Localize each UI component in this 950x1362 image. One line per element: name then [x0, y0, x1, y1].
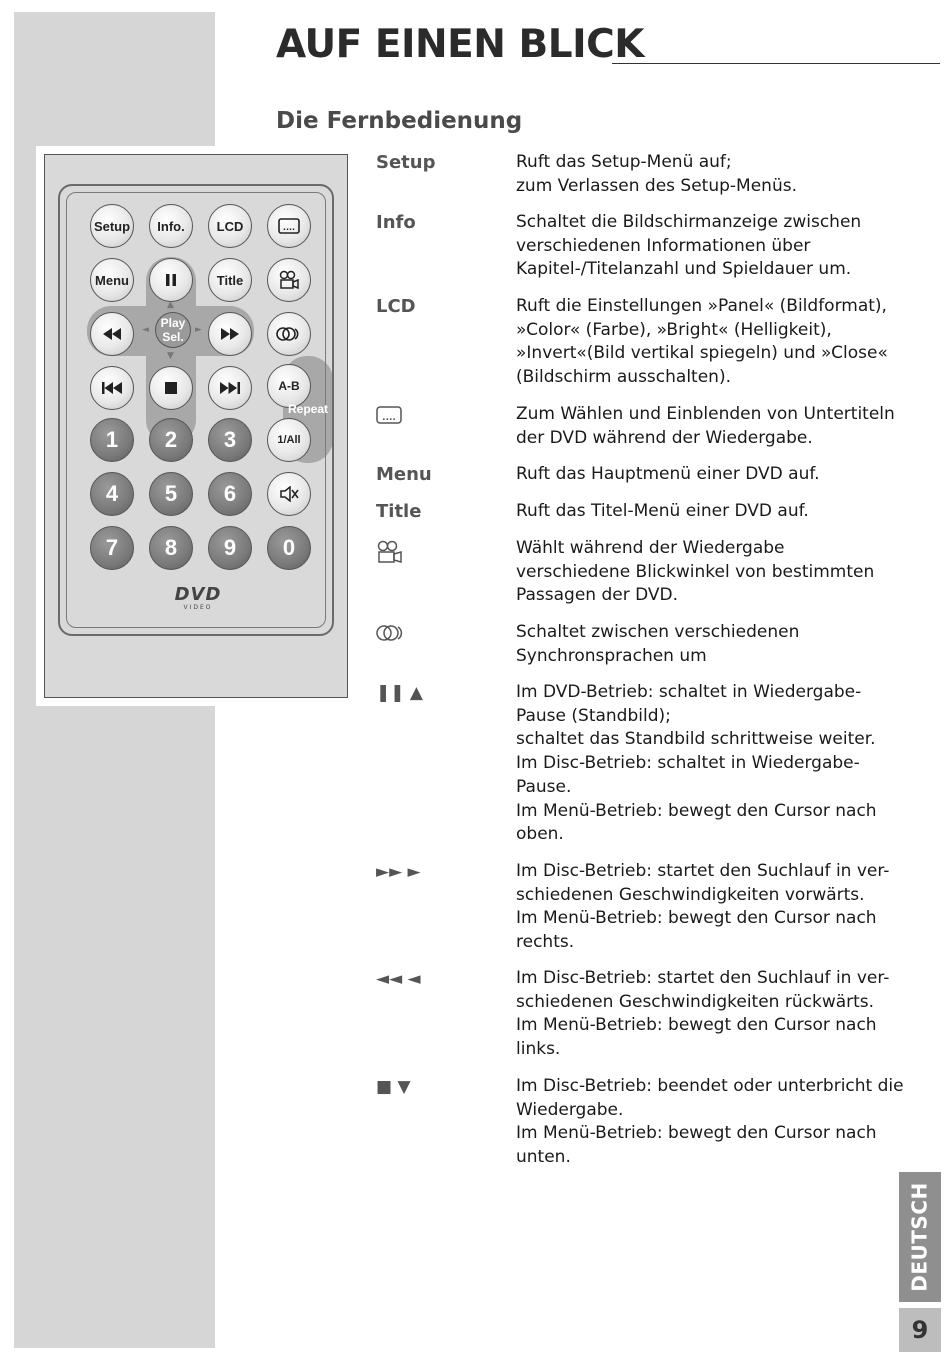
entry-description — [516, 967, 890, 1062]
entry-description — [516, 403, 895, 450]
dvd-logo-subtext: VIDEO — [183, 604, 213, 611]
dvd-logo-text: DVD — [174, 584, 222, 605]
entry-key — [376, 403, 506, 424]
entry-description — [516, 151, 886, 198]
description-line: Synchronsprachen um — [516, 645, 707, 666]
entry-key-symbols: ■ ▼ — [376, 1077, 411, 1097]
description-line: unten. — [516, 1147, 571, 1168]
audio-language-icon — [376, 624, 406, 642]
entry-description — [516, 621, 886, 668]
description-line: Pause (Standbild); — [516, 705, 671, 726]
description-line: Kapitel-/Titelanzahl und Spieldauer um. — [516, 259, 852, 280]
number-button[interactable]: 7 — [90, 526, 134, 570]
subtitle-icon — [278, 218, 300, 234]
up-arrow-icon: ▲ — [167, 300, 174, 310]
description-line: »Invert«(Bild vertikal spiegeln) und »Close« — [516, 343, 888, 364]
number-button[interactable]: 3 — [208, 418, 252, 462]
svg-text:....: .... — [382, 413, 396, 423]
sel-label: Sel. — [162, 330, 184, 344]
lcd-button[interactable]: LCD — [208, 204, 252, 248]
prev-chapter-button[interactable] — [90, 366, 134, 410]
page-title: AUF EINEN BLICK — [276, 22, 644, 67]
rewind-button[interactable] — [90, 312, 134, 356]
skip-back-icon — [102, 382, 122, 394]
entry-key — [376, 537, 506, 564]
entry-description — [516, 463, 886, 487]
number-button[interactable]: 9 — [208, 526, 252, 570]
fast-forward-icon — [221, 328, 239, 340]
entry-key: Menu — [376, 464, 432, 485]
number-button[interactable]: 8 — [149, 526, 193, 570]
language-tab — [899, 1172, 941, 1302]
mute-button[interactable] — [267, 472, 311, 516]
description-line: Pause. — [516, 776, 572, 797]
left-arrow-icon: ◄ — [142, 325, 149, 335]
description-line: verschiedenen Informationen über — [516, 235, 811, 256]
description-line: Ruft das Hauptmenü einer DVD auf. — [516, 464, 820, 484]
menu-button[interactable]: Menu — [90, 258, 134, 302]
right-arrow-icon: ► — [195, 325, 202, 335]
next-chapter-button[interactable] — [208, 366, 252, 410]
svg-text:....: .... — [282, 223, 296, 232]
pause-icon — [164, 273, 178, 287]
stop-icon — [165, 382, 177, 394]
entry-key: Info — [376, 212, 416, 233]
description-line: Im Disc-Betrieb: beendet oder unterbricht die — [516, 1076, 904, 1096]
entry-key-symbols: ◄◄ ◄ — [376, 969, 421, 989]
number-button[interactable]: 1 — [90, 418, 134, 462]
mute-icon — [279, 486, 299, 502]
pause-button[interactable] — [149, 258, 193, 302]
description-line: Ruft das Setup-Menü auf; — [516, 152, 732, 172]
camera-angle-icon — [376, 540, 404, 564]
subtitle-icon — [376, 406, 402, 424]
description-line: Schaltet zwischen verschiedenen — [516, 622, 800, 642]
all-button[interactable]: 1/All — [267, 418, 311, 462]
description-line: schiedenen Geschwindigkeiten vorwärts. — [516, 884, 865, 905]
description-line: Ruft die Einstellungen »Panel« (Bildformat), — [516, 296, 887, 316]
description-line: rechts. — [516, 932, 575, 953]
entry-description — [516, 681, 886, 847]
forward-button[interactable] — [208, 312, 252, 356]
number-button[interactable]: 2 — [149, 418, 193, 462]
title-rule — [612, 63, 940, 64]
down-arrow-icon: ▼ — [167, 351, 174, 361]
number-button[interactable]: 5 — [149, 472, 193, 516]
description-line: der DVD während der Wiedergabe. — [516, 427, 813, 448]
info-button[interactable]: Info. — [149, 204, 193, 248]
description-line: links. — [516, 1039, 561, 1060]
description-line: Wählt während der Wiedergabe — [516, 538, 785, 558]
entry-description — [516, 1075, 904, 1170]
description-line: schiedenen Geschwindigkeiten rückwärts. — [516, 991, 875, 1012]
entry-description — [516, 500, 886, 524]
number-button[interactable]: 0 — [267, 526, 311, 570]
description-line: Ruft das Titel-Menü einer DVD auf. — [516, 501, 809, 521]
description-line: Zum Wählen und Einblenden von Untertiteln — [516, 404, 895, 424]
play-label: Play — [160, 316, 186, 330]
description-line: zum Verlassen des Setup-Menüs. — [516, 175, 797, 196]
description-line: Im Menü-Betrieb: bewegt den Cursor nach — [516, 908, 877, 929]
subtitle-button[interactable] — [267, 204, 311, 248]
entry-key: Title — [376, 501, 422, 522]
description-line: schaltet das Standbild schrittweise weiter. — [516, 729, 876, 750]
entry-description — [516, 537, 886, 608]
entry-key-symbols: ►► ► — [376, 862, 421, 882]
description-line: Im DVD-Betrieb: schaltet in Wiedergabe- — [516, 682, 862, 702]
page-number: 9 — [899, 1308, 941, 1352]
description-line: Im Menü-Betrieb: bewegt den Cursor nach — [516, 1123, 877, 1144]
description-line: »Color« (Farbe), »Bright« (Helligkeit), — [516, 319, 832, 340]
stop-button[interactable] — [149, 366, 193, 410]
language-label: DEUTSCH — [908, 1182, 932, 1292]
angle-button[interactable] — [267, 258, 311, 302]
audio-language-icon — [276, 326, 302, 342]
description-line: Wiedergabe. — [516, 1099, 624, 1120]
description-line: Im Disc-Betrieb: startet den Suchlauf in ver- — [516, 968, 890, 988]
entry-description — [516, 211, 886, 282]
description-line: verschiedene Blickwinkel von bestimmten — [516, 561, 875, 582]
description-line: oben. — [516, 824, 564, 845]
dvd-video-logo — [168, 586, 228, 611]
number-button[interactable]: 4 — [90, 472, 134, 516]
remote-figure — [36, 146, 356, 706]
entry-key: LCD — [376, 296, 416, 317]
description-line: Schaltet die Bildschirmanzeige zwischen — [516, 212, 862, 232]
rewind-icon — [103, 328, 121, 340]
camera-angle-icon — [278, 270, 300, 290]
entry-key: Setup — [376, 152, 436, 173]
entry-description — [516, 295, 886, 390]
title-button[interactable]: Title — [208, 258, 252, 302]
entry-key — [376, 621, 506, 642]
description-line: Im Menü-Betrieb: bewegt den Cursor nach — [516, 1015, 877, 1036]
description-line: Im Menü-Betrieb: bewegt den Cursor nach — [516, 800, 877, 821]
description-line: Im Disc-Betrieb: schaltet in Wiedergabe- — [516, 753, 860, 774]
entry-key-symbols: ❚❚ ▲ — [376, 683, 423, 703]
audio-button[interactable] — [267, 312, 311, 356]
setup-button[interactable]: Setup — [90, 204, 134, 248]
description-line: Im Disc-Betrieb: startet den Suchlauf in ver- — [516, 861, 890, 881]
repeat-label: Repeat — [288, 402, 329, 416]
play-select-button[interactable] — [155, 312, 191, 348]
skip-forward-icon — [220, 382, 240, 394]
number-button[interactable]: 6 — [208, 472, 252, 516]
ab-button[interactable]: A-B — [267, 364, 311, 408]
entry-description — [516, 860, 890, 955]
section-title: Die Fernbedienung — [276, 108, 523, 134]
description-line: Passagen der DVD. — [516, 585, 679, 606]
description-line: (Bildschirm ausschalten). — [516, 367, 731, 388]
